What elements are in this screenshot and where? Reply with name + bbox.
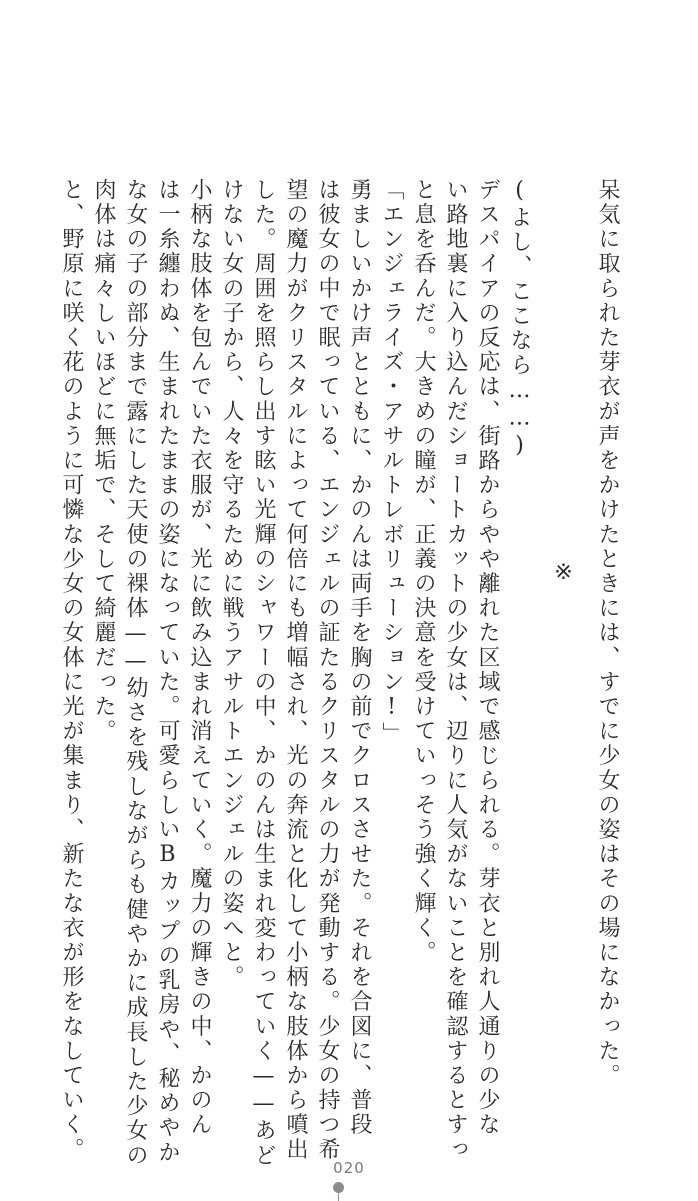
text-line: と、野原に咲く花のように可憐な少女の女体に光が集まり、新たな衣が形をなしていく。	[59, 178, 84, 1162]
text-line: 勇ましいかけ声とともに、かのんは両手を胸の前でクロスさせた。それを合図に、普段	[347, 178, 372, 1138]
text-line: デスパイアの反応は、街路からやや離れた区域で感じられる。芽衣と別れ人通りの少な	[475, 178, 500, 1138]
page-marker-icon	[333, 1182, 344, 1193]
text-line: (よし、ここなら……)	[507, 178, 532, 461]
text-line: 肉体は痛々しいほどに無垢で、そして綺麗だった。	[91, 178, 116, 744]
text-line: 「エンジェライズ・アサルトレボリューション!」	[379, 178, 404, 747]
text-line: と息を呑んだ。大きめの瞳が、正義の決意を受けていっそう強く輝く。	[411, 178, 436, 966]
page-number: 020	[333, 1159, 365, 1177]
text-line: は一糸纏わぬ、生まれたままの姿になっていた。可愛らしいBカップの乳房や、秘めやか	[155, 178, 180, 1165]
section-break-mark: ※	[551, 560, 576, 585]
text-line: 小柄な肢体を包んでいた衣服が、光に飲み込まれ消えていく。魔力の輝きの中、かのん	[187, 178, 212, 1138]
text-line: した。周囲を照らし出す眩い光輝のシャワーの中、かのんは生まれ変わっていく——あど	[251, 178, 276, 1168]
text-line: な女の子の部分まで露にした天使の裸体——幼さを残しながらも健やかに成長した少女の	[123, 178, 148, 1168]
text-line: い路地裏に入り込んだショートカットの少女は、辺りに人気がないことを確認するとすっ	[443, 178, 468, 1162]
text-line: 呆気に取られた芽衣が声をかけたときには、すでに少女の姿はその場になかった。	[595, 178, 620, 1089]
text-line: 望の魔力がクリスタルによって何倍にも増幅され、光の奔流と化して小柄な肢体から噴出	[283, 178, 308, 1162]
text-line: は彼女の中で眠っている、エンジェルの証たるクリスタルの力が発動する。少女の持つ希	[315, 178, 340, 1162]
text-line: けない女の子から、人々を守るために戦うアサルトエンジェルの姿へと。	[219, 178, 244, 990]
